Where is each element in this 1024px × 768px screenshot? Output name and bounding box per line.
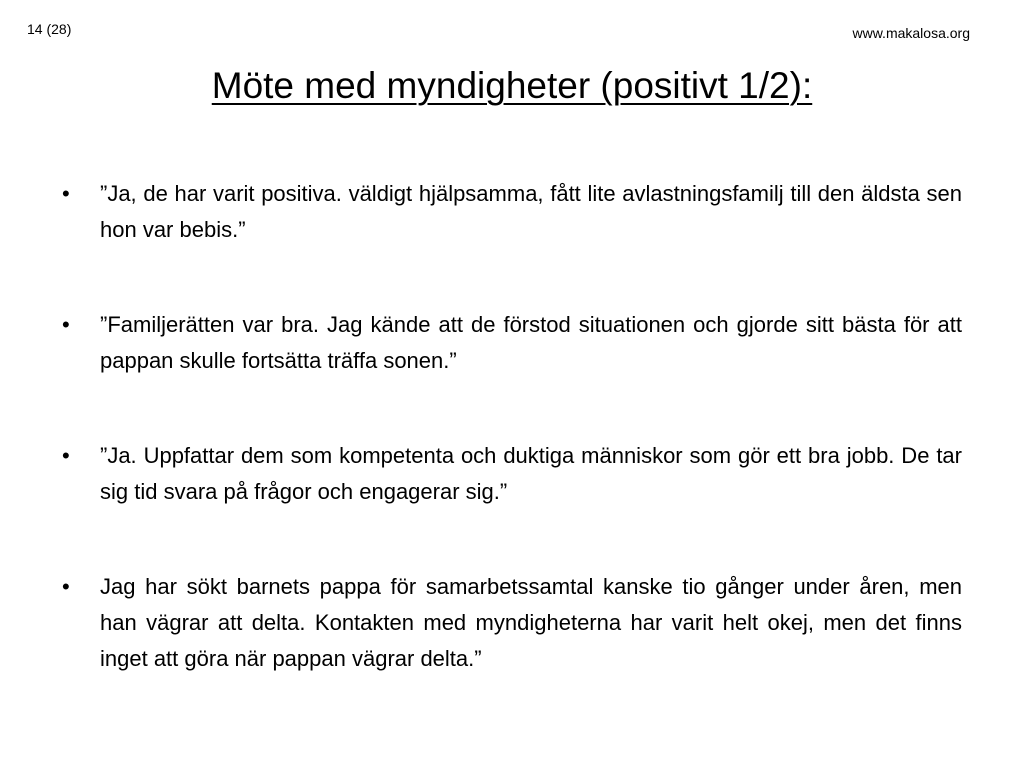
- slide-title: Möte med myndigheter (positivt 1/2):: [211, 65, 813, 106]
- bullet-icon: •: [62, 181, 70, 206]
- bullet-item: [62, 569, 962, 677]
- page-counter: 14 (28): [27, 21, 72, 37]
- bullet-item: [62, 438, 962, 510]
- bullet-icon: •: [62, 574, 70, 599]
- bullet-text: ”Familjerätten var bra. Jag kände att de förstod situationen och gjorde sitt bästa för att pappan skulle fortsätta träffa sonen.”: [100, 312, 962, 373]
- bullet-text: ”Ja, de har varit positiva. väldigt hjälpsamma, fått lite avlastningsfamilj till den äldsta sen hon var bebis.”: [100, 181, 962, 242]
- bullet-icon: •: [62, 312, 70, 337]
- site-url: www.makalosa.org: [852, 25, 970, 41]
- bullet-list: [62, 176, 962, 677]
- bullet-icon: •: [62, 443, 70, 468]
- bullet-text: ”Ja. Uppfattar dem som kompetenta och duktiga människor som gör ett bra jobb. De tar sig tid svara på frågor och engagerar sig.”: [100, 443, 962, 504]
- bullet-text: Jag har sökt barnets pappa för samarbetssamtal kanske tio gånger under åren, men han vägrar att delta. Kontakten med myndigheterna har varit helt okej, men det finns inget att göra när pappan vägrar delta.”: [100, 574, 962, 671]
- bullet-item: [62, 307, 962, 379]
- bullet-item: [62, 176, 962, 248]
